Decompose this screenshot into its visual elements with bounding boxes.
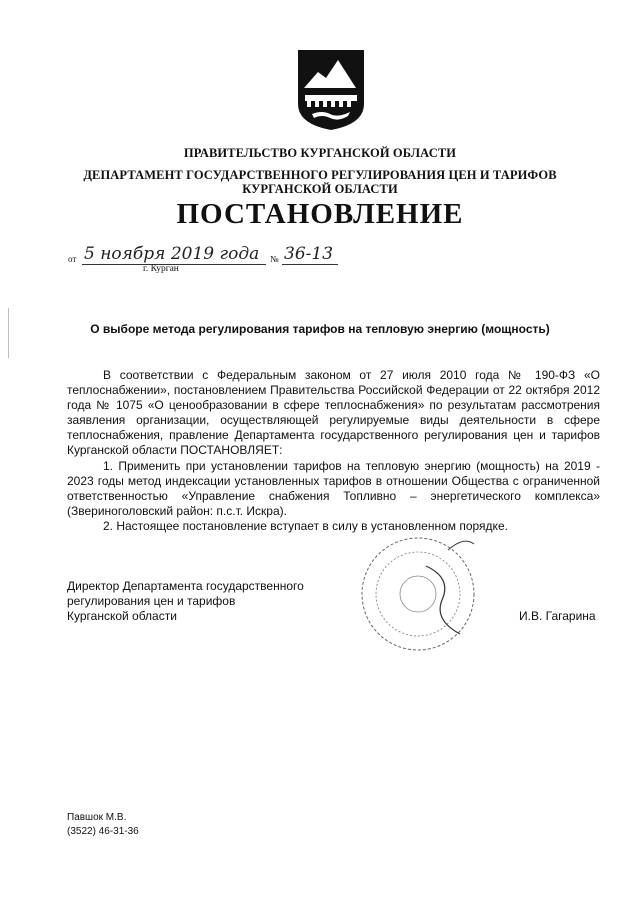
signatory-title-line3: Курганской области	[67, 609, 177, 623]
signatory-name: И.В. Гагарина	[519, 609, 596, 623]
department-name-line2: КУРГАНСКОЙ ОБЛАСТИ	[242, 182, 398, 196]
signatory-title	[67, 579, 304, 624]
department-name-line1: ДЕПАРТАМЕНТ ГОСУДАРСТВЕННОГО РЕГУЛИРОВАНИЯ ЦЕН И ТАРИФОВ	[83, 168, 557, 182]
body-paragraph-3: 2. Настоящее постановление вступает в силу в установленном порядке.	[103, 518, 508, 533]
official-seal-stamp	[356, 526, 496, 656]
date-number-line	[68, 244, 358, 274]
executor-phone: (3522) 46-31-36	[67, 826, 139, 837]
signatory-title-line1: Директор Департамента государственного	[67, 579, 304, 593]
kurgan-coat-of-arms-emblem	[296, 48, 366, 132]
number-underline	[282, 264, 338, 265]
document-type-title: ПОСТАНОВЛЕНИЕ	[176, 198, 464, 230]
city-label: г. Курган	[143, 264, 179, 274]
number-label: №	[270, 254, 279, 264]
executor-info	[67, 811, 139, 839]
from-label: от	[68, 254, 77, 264]
body-paragraph-1: В соответствии с Федеральным законом от 27 июля 2010 года № 190-ФЗ «О теплоснабжении», постановлением Правительства Российской Федерации от 22 октября 2012 года № 1075 «О ценообразовании в сфере теплоснабжения» по результатам рассмотрения заявления организации, осуществляющей регулируемые виды деятельности в сфере теплоснабжения, правление Департамента государственного регулирования цен и тарифов Курганской области ПОСТАНОВЛЯЕТ:	[67, 368, 600, 458]
document-body	[67, 368, 600, 534]
handwritten-number: 36-13	[284, 244, 334, 264]
body-paragraph-2: 1. Применить при установлении тарифов на тепловую энергию (мощность) на 2019 - 2023 годы метод индексации установленных тарифов в отношении Общества с ограниченной ответственностью «Управление снабжения Топливно – энергетического комплекса» (Звериноголовский район: п.с.т. Искра).	[67, 458, 600, 518]
government-name: ПРАВИТЕЛЬСТВО КУРГАНСКОЙ ОБЛАСТИ	[183, 146, 457, 160]
handwritten-date: 5 ноября 2019 года	[84, 244, 260, 264]
subject-heading: О выборе метода регулирования тарифов на тепловую энергию (мощность)	[90, 322, 550, 336]
signatory-title-line2: регулирования цен и тарифов	[67, 594, 236, 608]
executor-name: Павшок М.В.	[67, 812, 127, 823]
